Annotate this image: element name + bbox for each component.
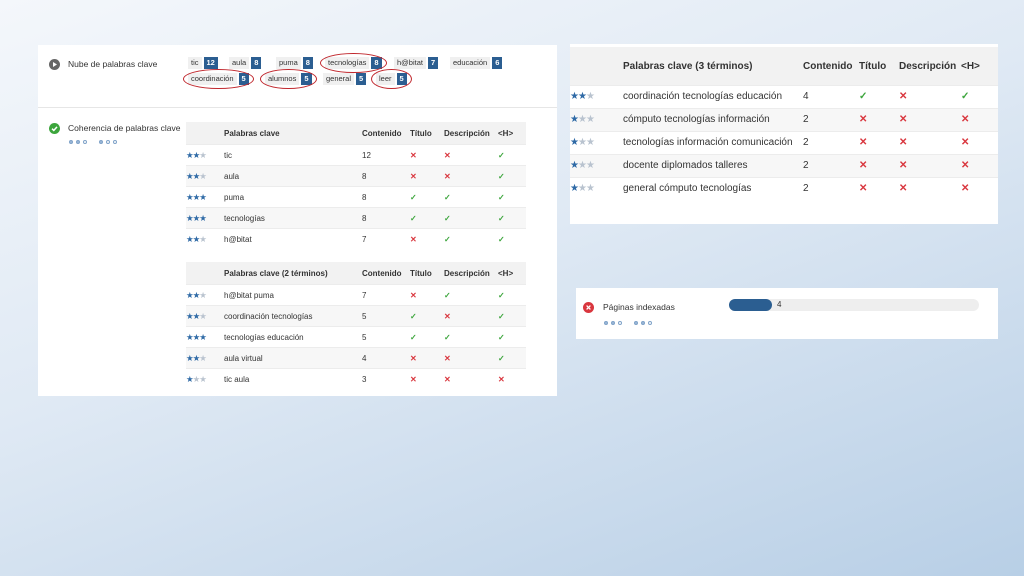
rating-stars [570,155,623,178]
check-icon: ✓ [444,234,451,244]
star-filled-icon: ★ [570,114,578,125]
cross-icon [961,109,998,132]
rating-dot-filled [634,321,638,325]
star-rating [186,171,206,181]
cross-icon: ✕ [444,171,451,181]
star-empty-icon: ★ [577,183,586,194]
content-count-cell: 2 [803,109,859,132]
rating-dot-filled [76,140,80,144]
check-icon [498,306,526,327]
cross-icon [899,86,961,109]
star-filled-icon: ★ [570,160,578,171]
cross-icon [899,178,961,201]
cross-icon [410,369,444,390]
cross-icon: ✕ [444,150,451,160]
table-row [186,208,526,229]
rating-stars [186,369,224,390]
rating-stars [186,145,224,166]
star-rating [570,183,594,194]
check-icon [410,187,444,208]
keywords-3-terms-panel [570,44,998,224]
keyword-tag-word: aula [229,57,249,69]
indexed-pages-bar [729,299,979,311]
star-filled-icon: ★ [186,310,193,321]
star-filled-icon: ★ [186,373,193,384]
header-spacer [186,262,224,285]
keyword-tag[interactable] [265,73,312,85]
cross-icon: ✕ [444,311,451,321]
indexed-pages-panel [576,288,998,339]
star-empty-icon: ★ [585,183,594,194]
indexed-pages-bar-fill [729,299,772,311]
keywords-3-terms-table [570,47,998,200]
keyword-tag-count: 12 [204,57,218,69]
content-count-cell: 12 [362,145,410,166]
keyword-cell: tic [224,145,362,166]
header-h: <H> [498,122,526,145]
star-filled-icon: ★ [192,212,200,223]
star-filled-icon: ★ [186,352,193,363]
star-rating [186,150,206,160]
rating-stars [186,327,224,348]
rating-dot-filled [641,321,645,325]
check-icon [498,208,526,229]
check-icon [498,229,526,250]
star-empty-icon: ★ [585,114,594,125]
keyword-tag[interactable] [394,57,438,69]
keyword-tag[interactable] [188,73,249,85]
star-rating [570,114,594,125]
keyword-cell: h@bitat [224,229,362,250]
star-empty-icon: ★ [199,289,206,300]
star-filled-icon: ★ [186,191,193,202]
star-filled-icon: ★ [570,137,578,148]
cross-icon: ✕ [899,114,908,125]
rating-stars [186,208,224,229]
keyword-cloud-title: Nube de palabras clave [68,59,158,69]
keyword-cell: general cómputo tecnologías [623,178,803,201]
rating-dot-filled [604,321,608,325]
check-icon: ✓ [498,290,505,300]
check-icon [498,187,526,208]
star-rating [570,91,594,102]
cross-icon: ✕ [410,353,417,363]
header-keywords: Palabras clave (3 términos) [623,47,803,86]
star-filled-icon: ★ [192,310,200,321]
cross-icon [410,285,444,306]
star-empty-icon: ★ [199,310,206,321]
rating-dot-filled [69,140,73,144]
star-empty-icon: ★ [577,137,586,148]
check-icon: ✓ [859,91,868,102]
cross-icon: ✕ [961,114,970,125]
star-filled-icon: ★ [192,331,200,342]
rating-stars [570,86,623,109]
cross-icon: ✕ [899,91,908,102]
keyword-analysis-panel [38,45,557,396]
star-filled-icon: ★ [186,212,193,223]
keyword-tag-word: coordinación [188,73,237,85]
keyword-cell: aula [224,166,362,187]
keyword-coherence-title: Coherencia de palabras clave [68,123,181,133]
cross-icon: ✕ [498,374,505,384]
content-count-cell: 3 [362,369,410,390]
table-header-row [186,262,526,285]
cross-icon [961,155,998,178]
divider [38,107,557,108]
rating-dot-empty [113,140,117,144]
header-title: Título [410,122,444,145]
keyword-tag-word: h@bitat [394,57,426,69]
keyword-tag-word: educación [450,57,490,69]
keyword-cell: puma [224,187,362,208]
header-description: Descripción [899,47,961,86]
keyword-cell: tecnologías información comunicación [623,132,803,155]
content-count-cell: 7 [362,229,410,250]
cross-icon [444,145,498,166]
star-filled-icon: ★ [186,170,193,181]
rating-dot-filled [99,140,103,144]
keyword-tag[interactable] [229,57,261,69]
rating-dot-empty [83,140,87,144]
check-icon: ✓ [410,213,417,223]
star-rating [186,192,206,202]
cross-icon [859,109,899,132]
table-row [186,306,526,327]
check-icon: ✓ [498,192,505,202]
check-icon: ✓ [498,311,505,321]
check-icon [498,327,526,348]
star-empty-icon: ★ [199,352,206,363]
check-icon [498,166,526,187]
star-empty-icon: ★ [585,91,594,102]
keyword-tag-count: 5 [301,73,311,85]
cross-icon [498,369,526,390]
star-filled-icon: ★ [570,183,578,194]
table-row [570,178,998,201]
keyword-tag-word: leer [376,73,395,85]
cross-icon [899,155,961,178]
content-count-cell: 8 [362,166,410,187]
header-h: <H> [961,47,998,86]
error-circle-icon [583,302,594,313]
check-icon [444,187,498,208]
header-keywords: Palabras clave (2 términos) [224,262,362,285]
keyword-cell: cómputo tecnologías información [623,109,803,132]
cross-icon [444,306,498,327]
check-icon: ✓ [498,353,505,363]
keyword-tag-count: 7 [428,57,438,69]
cross-icon: ✕ [899,160,908,171]
keyword-tag[interactable] [325,57,382,69]
cross-icon: ✕ [444,374,451,384]
check-icon: ✓ [498,150,505,160]
check-icon [498,348,526,369]
cross-icon: ✕ [410,374,417,384]
keyword-cell: docente diplomados talleres [623,155,803,178]
check-icon: ✓ [410,192,417,202]
content-count-cell: 5 [362,327,410,348]
check-icon: ✓ [410,311,417,321]
star-filled-icon: ★ [192,170,200,181]
rating-stars [186,285,224,306]
check-icon: ✓ [444,290,451,300]
star-empty-icon: ★ [585,160,594,171]
header-description: Descripción [444,262,498,285]
play-circle-icon[interactable] [49,59,60,70]
star-filled-icon: ★ [199,212,206,223]
table-row [186,285,526,306]
cross-icon: ✕ [410,171,417,181]
star-empty-icon: ★ [585,137,594,148]
table-row [186,327,526,348]
keyword-tag-word: general [323,73,354,85]
keyword-tag-count: 8 [371,57,381,69]
cross-icon: ✕ [859,160,868,171]
keyword-tag-count: 8 [251,57,261,69]
content-count-cell: 2 [803,178,859,201]
header-content: Contenido [362,122,410,145]
keyword-cell: aula virtual [224,348,362,369]
star-rating [186,374,206,384]
check-icon [444,285,498,306]
table-row [186,229,526,250]
table-row [186,348,526,369]
cross-icon [859,132,899,155]
cross-icon [899,109,961,132]
table-header-row [186,122,526,145]
keyword-tag[interactable] [376,73,407,85]
content-count-cell: 4 [362,348,410,369]
star-empty-icon: ★ [577,114,586,125]
check-icon [444,327,498,348]
header-spacer [186,122,224,145]
cross-icon [444,369,498,390]
cross-icon: ✕ [899,137,908,148]
table-row [186,145,526,166]
table-header-row [570,47,998,86]
check-icon [498,285,526,306]
star-rating [186,213,206,223]
cross-icon [961,178,998,201]
content-count-cell: 2 [803,132,859,155]
rating-stars [186,229,224,250]
keyword-cell: tic aula [224,369,362,390]
table-row [570,86,998,109]
star-filled-icon: ★ [192,149,200,160]
star-filled-icon: ★ [192,233,200,244]
star-empty-icon: ★ [199,149,206,160]
keyword-cell: tecnologías [224,208,362,229]
content-count-cell: 7 [362,285,410,306]
keyword-tag-count: 8 [303,57,313,69]
rating-dot-empty [648,321,652,325]
cross-icon: ✕ [961,160,970,171]
check-icon [410,306,444,327]
table-row [570,155,998,178]
cross-icon: ✕ [859,183,868,194]
table-row [186,187,526,208]
star-rating [186,311,206,321]
check-icon [961,86,998,109]
cross-icon [444,166,498,187]
check-icon [859,86,899,109]
star-rating [186,332,206,342]
check-icon: ✓ [961,91,970,102]
star-empty-icon: ★ [199,373,206,384]
star-filled-icon: ★ [192,289,200,300]
check-icon: ✓ [444,213,451,223]
content-count-cell: 5 [362,306,410,327]
star-filled-icon: ★ [186,233,193,244]
rating-dot-empty [618,321,622,325]
header-spacer [570,47,623,86]
star-filled-icon: ★ [186,149,193,160]
keyword-tag-count: 6 [492,57,502,69]
header-content: Contenido [803,47,859,86]
cross-icon [410,348,444,369]
cross-icon [859,178,899,201]
content-count-cell: 8 [362,208,410,229]
star-rating [186,234,206,244]
rating-stars [186,348,224,369]
cross-icon [899,132,961,155]
cross-icon: ✕ [899,183,908,194]
star-empty-icon: ★ [192,373,200,384]
rating-dots [69,140,117,144]
content-count-cell: 4 [803,86,859,109]
header-keywords: Palabras clave [224,122,362,145]
cross-icon [444,348,498,369]
check-icon: ✓ [498,171,505,181]
rating-dot-empty [106,140,110,144]
rating-dot-filled [611,321,615,325]
keyword-cell: coordinación tecnologías educación [623,86,803,109]
cross-icon [410,229,444,250]
keyword-tag-count: 5 [397,73,407,85]
cross-icon: ✕ [961,183,970,194]
keyword-tag-word: puma [276,57,301,69]
keyword-cell: tecnologías educación [224,327,362,348]
check-icon [410,208,444,229]
header-content: Contenido [362,262,410,285]
star-filled-icon: ★ [199,331,206,342]
check-icon: ✓ [444,332,451,342]
check-icon [410,327,444,348]
star-rating [570,160,594,171]
cross-icon [410,166,444,187]
indexed-pages-title: Páginas indexadas [603,302,675,312]
check-icon: ✓ [410,332,417,342]
keyword-tag[interactable] [276,57,313,69]
keyword-tag[interactable] [188,57,218,69]
keyword-tag-word: tic [188,57,202,69]
keyword-cell: h@bitat puma [224,285,362,306]
star-empty-icon: ★ [577,160,586,171]
indexed-pages-value: 4 [777,300,782,309]
check-icon [444,229,498,250]
keywords-table [186,122,526,249]
table-row [186,166,526,187]
keywords-2-terms-table [186,262,526,389]
rating-stars [186,166,224,187]
content-count-cell: 8 [362,187,410,208]
cross-icon [410,145,444,166]
keyword-tag-count: 5 [239,73,249,85]
cross-icon: ✕ [859,137,868,148]
keyword-cell: coordinación tecnologías [224,306,362,327]
star-filled-icon: ★ [199,191,206,202]
cross-icon [859,155,899,178]
check-icon: ✓ [498,332,505,342]
cross-icon [961,132,998,155]
check-icon [444,208,498,229]
star-filled-icon: ★ [186,289,193,300]
rating-stars [186,187,224,208]
check-icon: ✓ [444,192,451,202]
star-filled-icon: ★ [186,331,193,342]
star-empty-icon: ★ [199,233,206,244]
keyword-tag[interactable] [323,73,366,85]
rating-stars [570,132,623,155]
keyword-tag[interactable] [450,57,502,69]
cross-icon: ✕ [859,114,868,125]
check-icon: ✓ [498,234,505,244]
table-row [570,132,998,155]
header-title: Título [859,47,899,86]
table-row [186,369,526,390]
header-h: <H> [498,262,526,285]
check-icon [498,145,526,166]
rating-stars [570,109,623,132]
check-icon: ✓ [498,213,505,223]
header-title: Título [410,262,444,285]
keyword-tag-word: alumnos [265,73,299,85]
cross-icon: ✕ [410,150,417,160]
star-filled-icon: ★ [577,91,586,102]
star-rating [186,353,206,363]
rating-stars [570,178,623,201]
star-filled-icon: ★ [570,91,578,102]
table-row [570,109,998,132]
star-empty-icon: ★ [199,170,206,181]
star-rating [570,137,594,148]
rating-dots [604,321,652,325]
keyword-tag-word: tecnologías [325,57,369,69]
cross-icon: ✕ [961,137,970,148]
check-circle-icon [49,123,60,134]
cross-icon: ✕ [444,353,451,363]
star-filled-icon: ★ [192,352,200,363]
cross-icon: ✕ [410,290,417,300]
content-count-cell: 2 [803,155,859,178]
star-rating [186,290,206,300]
star-filled-icon: ★ [192,191,200,202]
keyword-tag-count: 5 [356,73,366,85]
rating-stars [186,306,224,327]
cross-icon: ✕ [410,234,417,244]
header-description: Descripción [444,122,498,145]
